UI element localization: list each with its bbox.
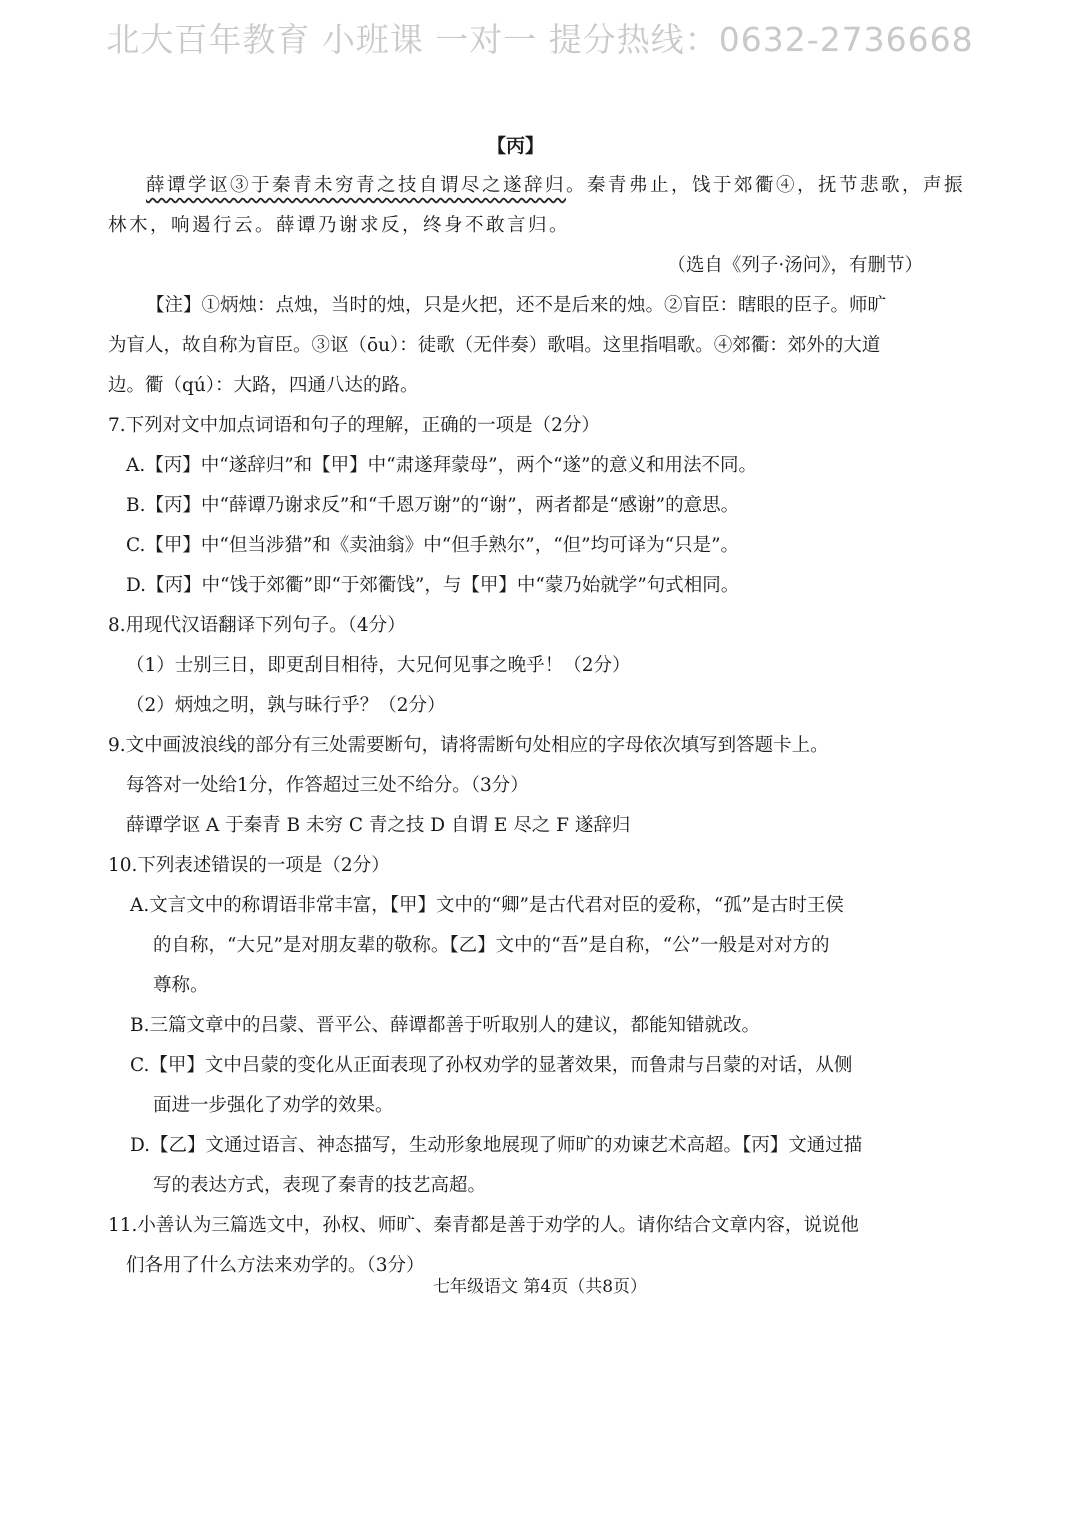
question-8-sentence-1: （1）士别三日，即更刮目相待，大兄何见事之晚乎！（2分） [126,655,631,676]
question-7-option-c: C.【甲】中“但当涉猎”和《卖油翁》中“但手熟尔”，“但”均可译为“只是”。 [126,535,740,556]
question-10-option-a-line-1: A.文言文中的称谓语非常丰富，【甲】文中的“卿”是古代君对臣的爱称，“孤”是古时王侯 [130,895,844,916]
question-10-option-d-line-2: 写的表达方式，表现了秦青的技艺高超。 [153,1175,487,1196]
question-7-stem: 7.下列对文中加点词语和句子的理解，正确的一项是（2分） [108,415,600,436]
passage-source: （选自《列子·汤问》，有删节） [667,255,923,276]
document-page [108,126,966,1286]
passage-line-2: 林木，响遏行云。薛谭乃谢求反，终身不敢言归。 [108,215,571,236]
notes-line-1: 【注】①炳烛：点烛，当时的烛，只是火把，还不是后来的烛。②盲臣：瞎眼的臣子。师旷 [146,295,887,316]
question-10-option-c-line-1: C.【甲】文中吕蒙的变化从正面表现了孙权劝学的显著效果，而鲁肃与吕蒙的对话，从侧 [130,1055,853,1076]
question-10-option-d-line-1: D.【乙】文通过语言、神态描写，生动形象地展现了师旷的劝谏艺术高超。【丙】文通过描 [130,1135,863,1156]
wavy-underlined-text: 薛谭学讴③于秦青未穷青之技自谓尽之遂辞归 [146,175,567,196]
watermark: 北大百年教育 小班课 一对一 提分热线：0632-2736668 [106,20,974,59]
passage-line-1-rest: 。秦青弗止，饯于郊衢④，抚节悲歌，声振 [566,175,966,196]
question-10-option-a-line-3: 尊称。 [153,975,209,996]
question-10-stem: 10.下列表述错误的一项是（2分） [108,855,390,876]
question-7-option-a: A.【丙】中“遂辞归”和【甲】中“肃遂拜蒙母”，两个“遂”的意义和用法不同。 [126,455,757,476]
notes-line-2: 为盲人，故自称为盲臣。③讴（ōu）：徒歌（无伴奏）歌唱。这里指唱歌。④郊衢：郊外的大道 [108,335,881,356]
question-11-line-2: 们各用了什么方法来劝学的。（3分） [126,1255,425,1276]
question-9-stem-line-2: 每答对一处给1分，作答超过三处不给分。（3分） [126,775,529,796]
question-7-option-b: B.【丙】中“薛谭乃谢求反”和“千恩万谢”的“谢”，两者都是“感谢”的意思。 [126,495,740,516]
question-10-option-b: B.三篇文章中的吕蒙、晋平公、薛谭都善于听取别人的建议，都能知错就改。 [130,1015,760,1036]
question-9-sentence: 薛谭学讴 A 于秦青 B 未穷 C 青之技 D 自谓 E 尽之 F 遂辞归 [126,815,631,836]
question-9-stem-line-1: 9.文中画波浪线的部分有三处需要断句，请将需断句处相应的字母依次填写到答题卡上。 [108,735,829,756]
passage-line-1 [108,166,966,206]
question-8-sentence-2: （2）炳烛之明，孰与昧行乎？（2分） [126,695,446,716]
notes-line-3: 边。衢（qú）：大路，四通八达的路。 [108,375,419,396]
page-footer: 七年级语文 第4页（共8页） [432,1277,648,1297]
question-8-stem: 8.用现代汉语翻译下列句子。（4分） [108,615,406,636]
section-title: 【丙】 [486,135,544,157]
question-11-line-1: 11.小善认为三篇选文中，孙权、师旷、秦青都是善于劝学的人。请你结合文章内容，说说他 [108,1215,859,1236]
question-10-option-a-line-2: 的自称，“大兄”是对朋友辈的敬称。【乙】文中的“吾”是自称，“公”一般是对对方的 [153,935,830,956]
question-7-option-d: D.【丙】中“饯于郊衢”即“于郊衢饯”，与【甲】中“蒙乃始就学”句式相同。 [126,575,740,596]
question-10-option-c-line-2: 面进一步强化了劝学的效果。 [153,1095,394,1116]
